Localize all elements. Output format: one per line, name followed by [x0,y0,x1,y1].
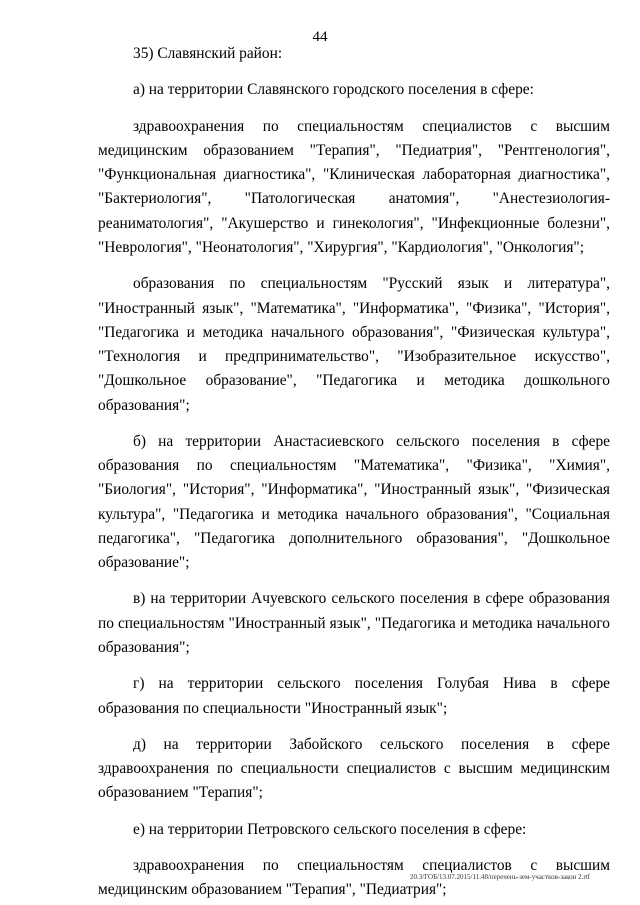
section-a-healthcare: здравоохранения по специальностям специалистов с высшим медицинским образованием "Терапия", "Педиатрия", "Рентгенология", "Функциональная диагностика", "Клиническая лабораторная диагностика", "Бактериология", "Патологическая анатомия", "Анестезиология-реаниматология", "Акушерство и гинекология", "Инфекционные болезни", "Неврология", "Неонатология", "Хирургия", "Кардиология", "Онкология"; [98,117,610,256]
section-v: в) на территории Ачуевского сельского поселения в сфере образования по специальностям "Иностранный язык", "Педагогика и методика начального образования"; [98,590,610,656]
section-g: г) на территории сельского поселения Голубая Нива в сфере образования по специальности "Иностранный язык"; [98,675,610,717]
section-a-heading: а) на территории Славянского городского поселения в сфере: [133,81,534,99]
section-e-healthcare: здравоохранения по специальностям специалистов с высшим медицинским образованием "Терапия", "Педиатрия"; [98,857,610,899]
district-heading: 35) Славянский район: [133,45,283,62]
document-body [98,42,610,903]
section-a-education: образования по специальностям "Русский язык и литература", "Иностранный язык", "Математика", "Информатика", "Физика", "История", "Педагогика и методика начального образования", "Физическая культура", "Технология и предпринимательство", "Изобразительное искусство", "Дошкольное образование", "Педагогика и методика дошкольного образования"; [98,275,610,414]
page-number: 44 [312,29,328,45]
section-b: б) на территории Анастасиевского сельского поселения в сфере образования по специальностям "Математика", "Физика", "Химия", "Биология", "История", "Информатика", "Иностранный язык", "Физическая культура", "Педагогика и методика начального образования", "Социальная педагогика", "Педагогика дополнительного образования", "Дошкольное образование"; [98,432,610,572]
section-e-heading: е) на территории Петровского сельского поселения в сфере: [133,820,527,838]
section-d: д) на территории Забойского сельского поселения в сфере здравоохранения по специальности специалистов с высшим медицинским образованием "Терапия"; [98,735,610,802]
file-path-footer: 20.3/ГОБ/13.07.2015/11.48/перечень-зем-участков-закон 2.rtf [409,873,590,881]
